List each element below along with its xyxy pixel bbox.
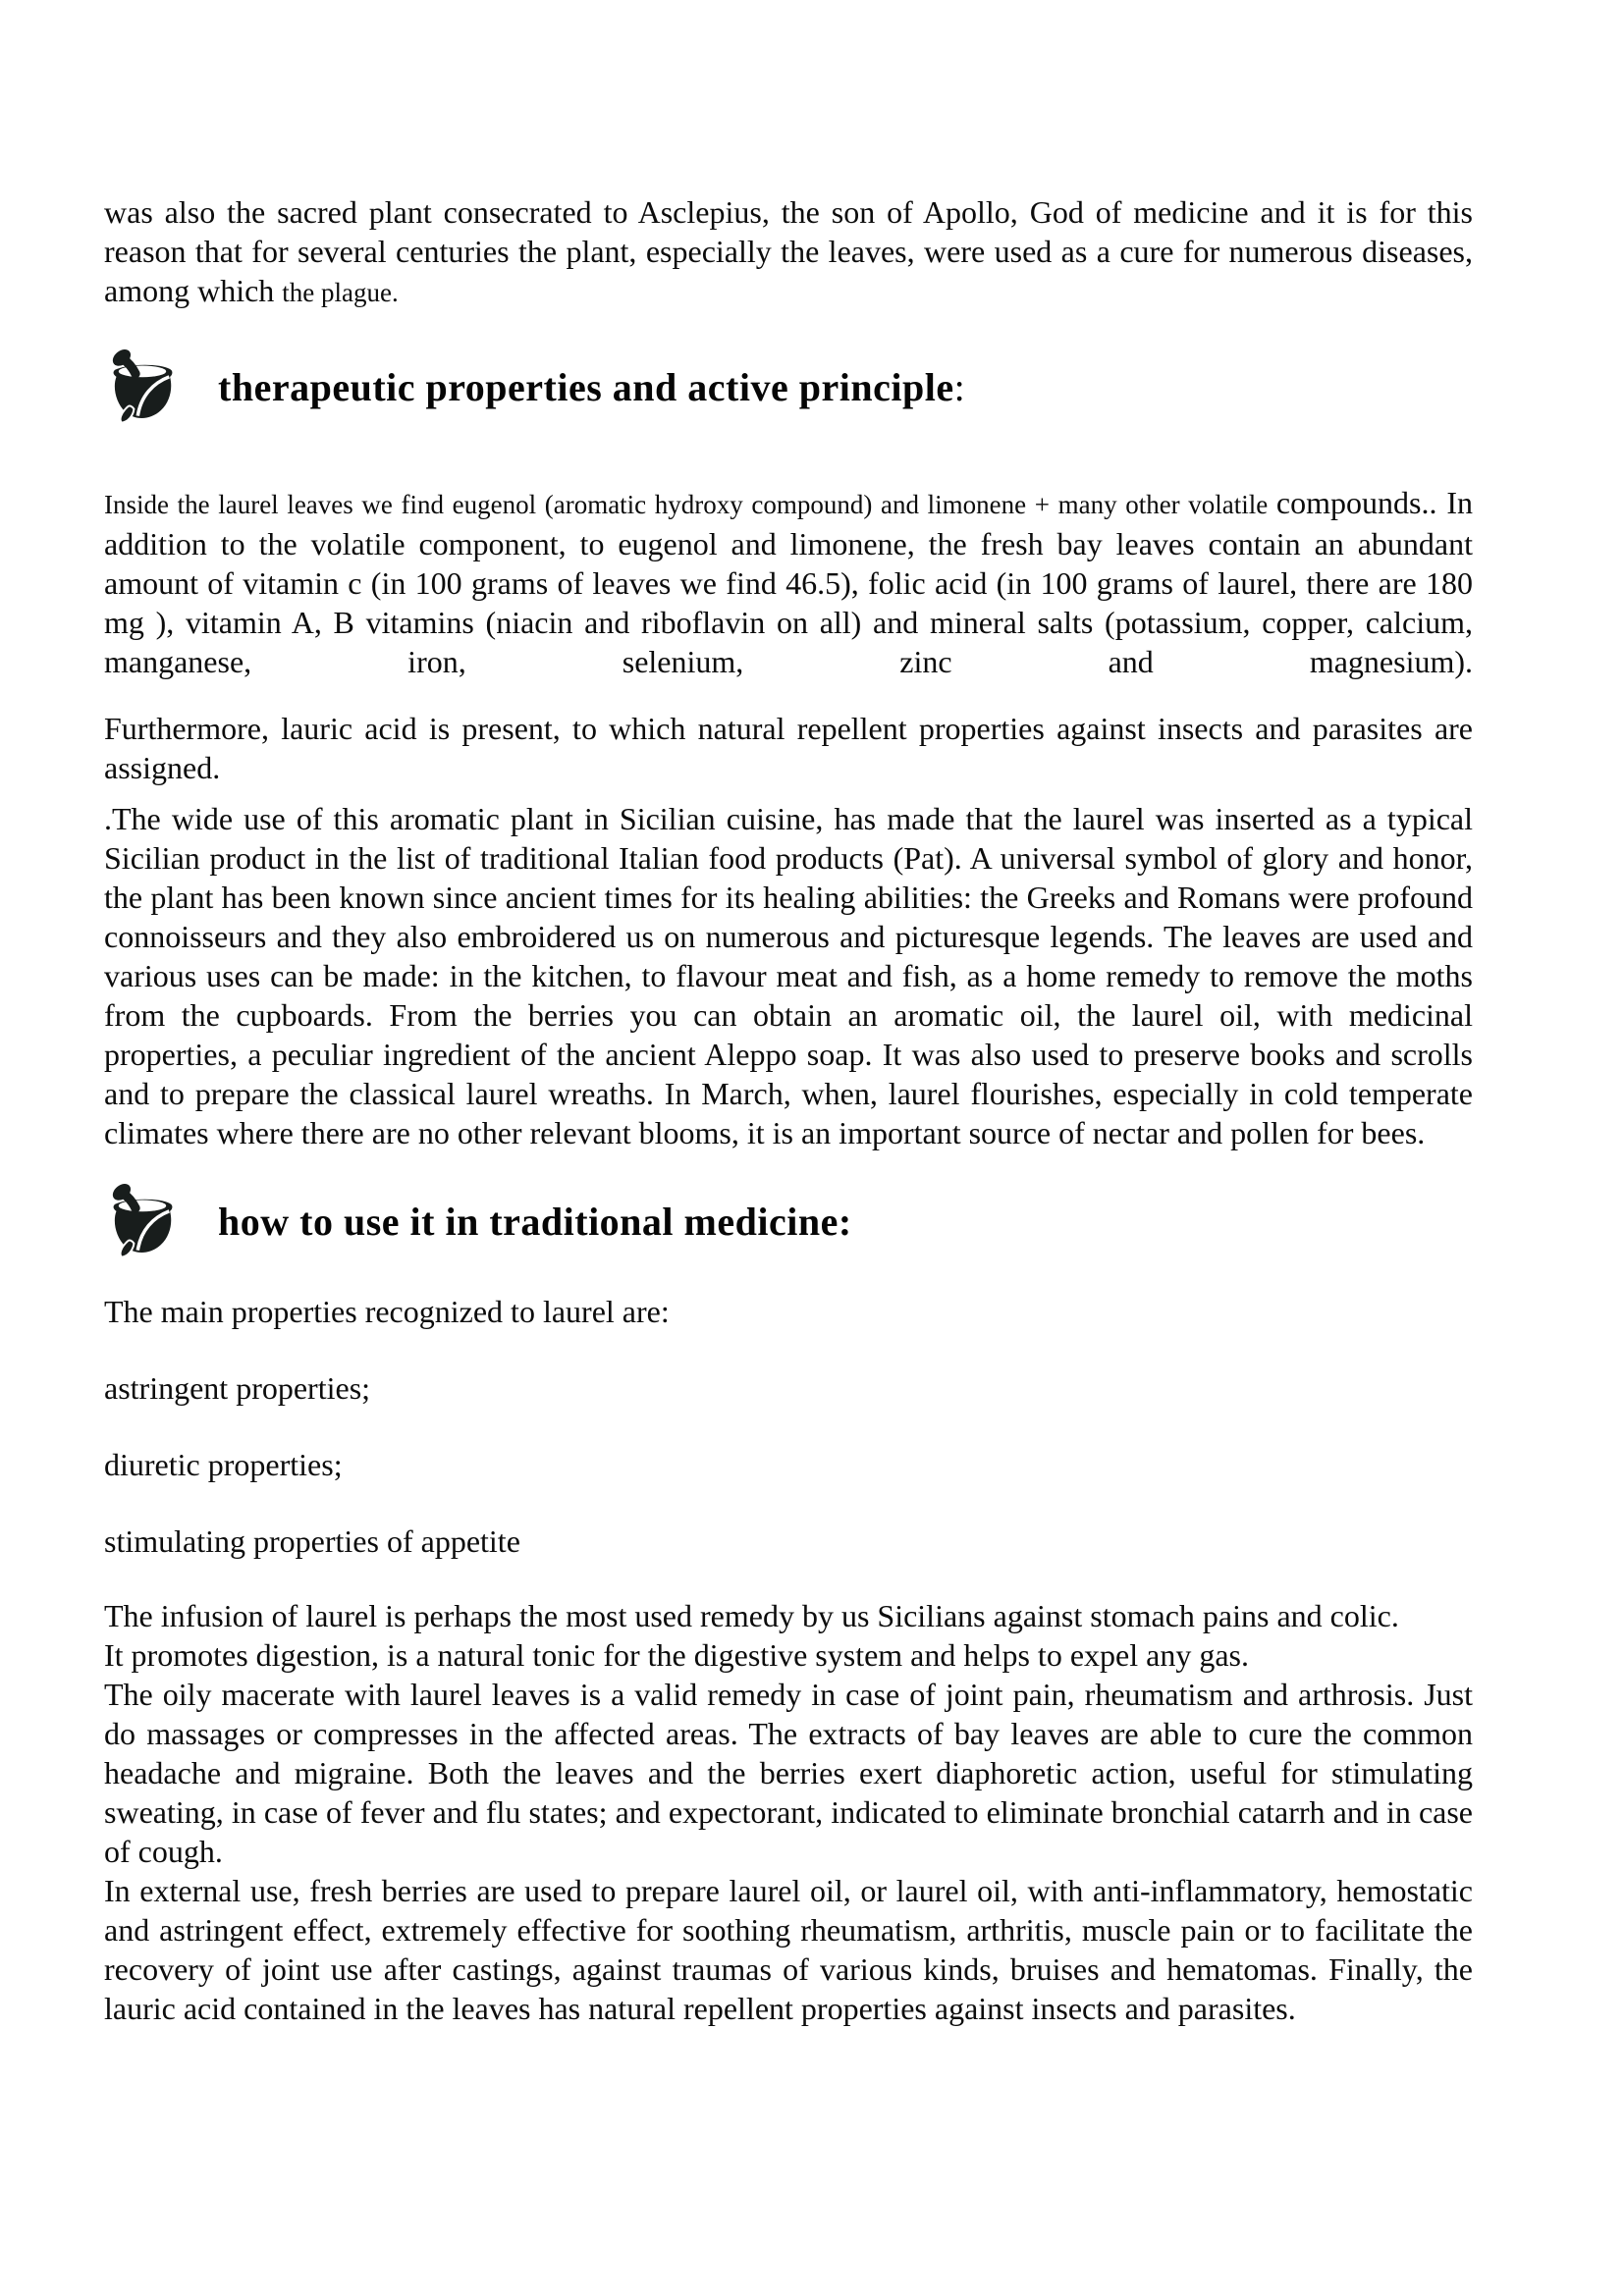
cultural-use-paragraph: .The wide use of this aromatic plant in Sicilian cuisine, has made that the laurel was inserted as a typical Sicilian product in the list of traditional Italian food products (Pat). A universal symbol of glory and honor, the plant has been known since ancient times for its healing abilities: the Greeks and Romans were profound connoisseurs and they also embroidered us on numerous and picturesque legends. The leaves are used and various uses can be made: in the kitchen, to flavour meat and fish, as a home remedy to remove the moths from the cupboards. From the berries you can obtain an aromatic oil, the laurel oil, with medicinal properties, a peculiar ingredient of the ancient Aleppo soap. It was also used to preserve books and scrolls and to prepare the classical laurel wreaths. In March, when, laurel flourishes, especially in cold temperate climates where there are no other relevant blooms, it is an important source of nectar and pollen for bees. bbox=[104, 801, 1473, 1150]
section-heading-traditional-medicine-label: how to use it in traditional medicine: bbox=[218, 1199, 852, 1244]
intro-paragraph-small: the plague. bbox=[282, 278, 399, 307]
section-heading-traditional-medicine bbox=[104, 1182, 1473, 1260]
external-use-paragraph: In external use, fresh berries are used to prepare laurel oil, or laurel oil, with anti-inflammatory, hemostatic and astringent effect, extremely effective for soothing rheumatism, arthritis, muscle pain or to facilitate the recovery of joint use after castings, against traumas of various kinds, bruises and hematomas. Finally, the lauric acid contained in the leaves has natural repellent properties against insects and parasites. bbox=[104, 1873, 1473, 2026]
property-item-astringent: astringent properties; bbox=[104, 1370, 371, 1406]
intro-paragraph-main: was also the sacred plant consecrated to Asclepius, the son of Apollo, God of medicine and it is for this reason that for several centuries the plant, especially the leaves, were used as a cure for numerous diseases, among which bbox=[104, 194, 1473, 308]
intro-paragraph bbox=[104, 192, 1473, 312]
property-item-stimulating: stimulating properties of appetite bbox=[104, 1523, 520, 1559]
lauric-acid-paragraph: Furthermore, lauric acid is present, to which natural repellent properties against insects and parasites are assigned. bbox=[104, 711, 1473, 785]
composition-paragraph-main: compounds.. In addition to the volatile component, to eugenol and limonene, the fresh bay leaves contain an abundant amount of vitamin c (in 100 grams of leaves we find 46.5), folic acid (in 100 grams of laurel, there are 180 mg ), vitamin A, B vitamins (niacin and riboflavin on all) and mineral salts (potassium, copper, calcium, manganese, iron, selenium, zinc and magnesium). bbox=[104, 485, 1473, 679]
section-heading-therapeutic-label: therapeutic properties and active principle: bbox=[218, 364, 966, 409]
digestion-paragraph: It promotes digestion, is a natural tonic for the digestive system and helps to expel any gas. bbox=[104, 1637, 1249, 1673]
composition-paragraph bbox=[104, 483, 1473, 681]
properties-intro-line: The main properties recognized to laurel are: bbox=[104, 1294, 670, 1329]
infusion-paragraph: The infusion of laurel is perhaps the most used remedy by us Sicilians against stomach pains and colic. bbox=[104, 1598, 1399, 1633]
macerate-paragraph: The oily macerate with laurel leaves is a valid remedy in case of joint pain, rheumatism and arthrosis. Just do massages or compresses in the affected areas. The extracts of bay leaves are able to cure the common headache and migraine. Both the leaves and the berries exert diaphoretic action, useful for stimulating sweating, in case of fever and flu states; and expectorant, indicated to eliminate bronchial catarrh and in case of cough. bbox=[104, 1677, 1473, 1869]
mortar-pestle-icon bbox=[104, 348, 181, 425]
property-item-diuretic: diuretic properties; bbox=[104, 1447, 343, 1482]
mortar-pestle-icon bbox=[104, 1183, 181, 1259]
heading-colon: : bbox=[953, 364, 966, 409]
section-heading-therapeutic bbox=[104, 347, 1473, 426]
composition-paragraph-small: Inside the laurel leaves we find eugenol (aromatic hydroxy compound) and limonene + many other volatile bbox=[104, 490, 1276, 519]
